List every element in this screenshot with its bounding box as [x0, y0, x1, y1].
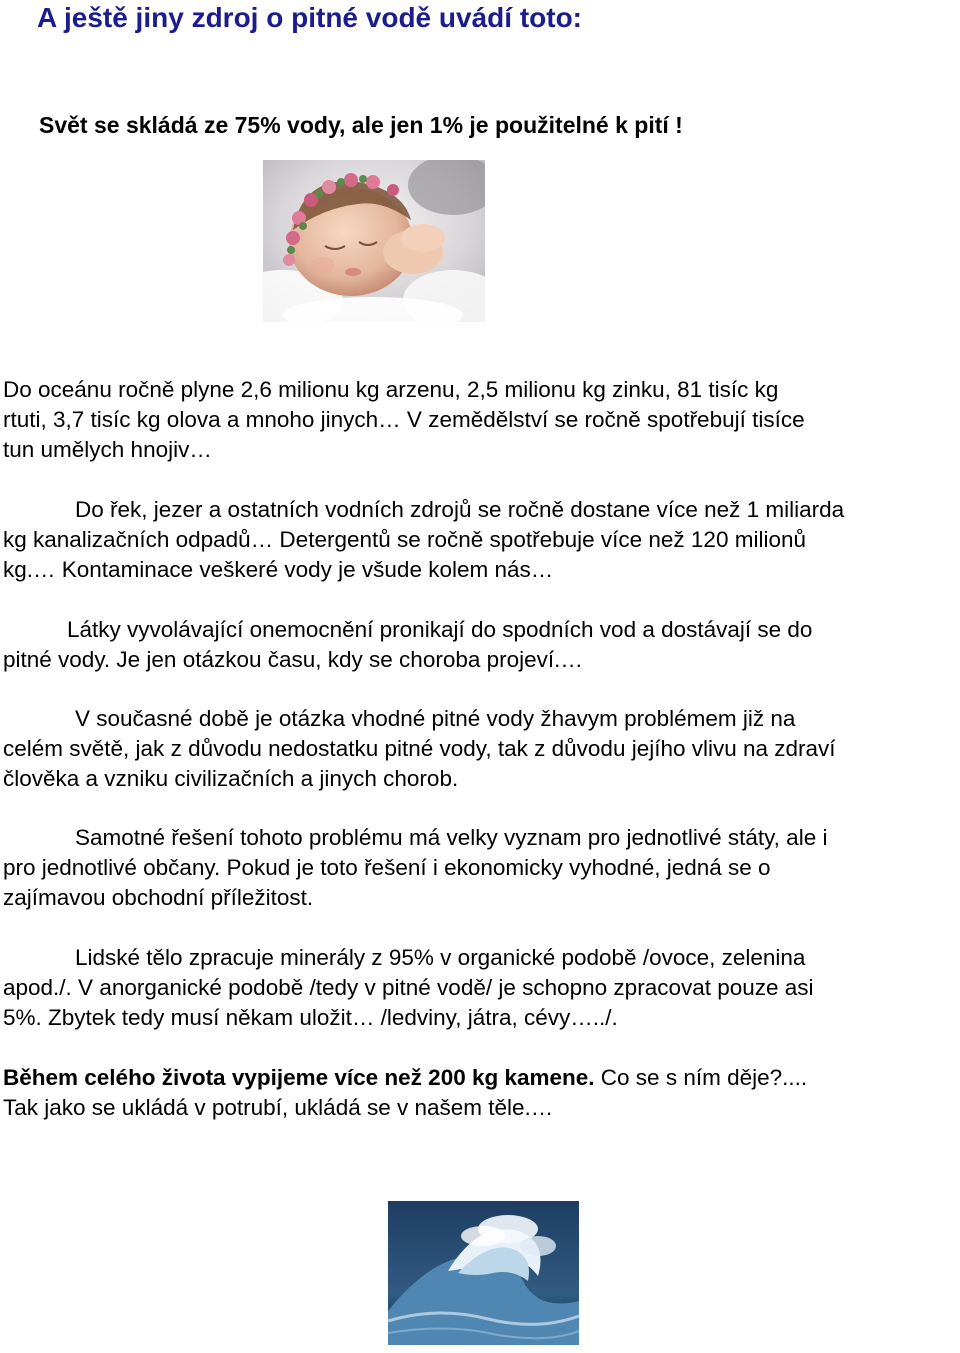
text-line: pro jednotlivé občany. Pokud je toto řešení i ekonomicky vyhodné, jedná se o: [3, 855, 771, 880]
text-line: rtuti, 3,7 tisíc kg olova a mnoho jinych… V zemědělství se ročně spotřebují tisíce: [3, 407, 805, 432]
text-line: Samotné řešení tohoto problému má velky vyznam pro jednotlivé státy, ale i: [75, 825, 828, 850]
question-text: Co se s ním děje?....: [594, 1065, 808, 1090]
text-line: kg.… Kontaminace veškeré vody je všude kolem nás…: [3, 557, 554, 582]
paragraph-1: [3, 375, 960, 465]
text-line: pitné vody. Je jen otázkou času, kdy se choroba projeví.…: [3, 647, 583, 672]
text-line: apod./. V anorganické podobě /tedy v pitné vodě/ je schopno zpracovat pouze asi: [3, 975, 814, 1000]
text-line: člověka a vzniku civilizačních a jinych chorob.: [3, 766, 459, 791]
text-line: celém světě, jak z důvodu nedostatku pitné vody, tak z důvodu jejího vlivu na zdraví: [3, 736, 836, 761]
paragraph-7: [3, 1063, 960, 1123]
bold-statement: Během celého života vypijeme více než 200 kg kamene.: [3, 1065, 595, 1090]
text-line: 5%. Zbytek tedy musí někam uložit… /ledviny, játra, cévy…../.: [3, 1005, 618, 1030]
text-line: [3, 1063, 960, 1093]
text-line: kg kanalizačních odpadů… Detergentů se ročně spotřebuje více než 120 milionů: [3, 527, 806, 552]
text-line: Lidské tělo zpracuje minerály z 95% v organické podobě /ovoce, zelenina: [75, 945, 806, 970]
text-line: Do řek, jezer a ostatních vodních zdrojů se ročně dostane více než 1 miliarda: [75, 497, 845, 522]
text-line: Látky vyvolávající onemocnění pronikají do spodních vod a dostávají se do: [67, 617, 813, 642]
text-line: Tak jako se ukládá v potrubí, ukládá se v našem těle.…: [3, 1095, 554, 1120]
paragraph-4: [3, 704, 960, 794]
text-line: tun umělych hnojiv…: [3, 437, 212, 462]
sleeping-baby-photo: [263, 160, 485, 322]
paragraph-5: [3, 823, 960, 913]
page-title: A ještě jiny zdroj o pitné vodě uvádí toto:: [37, 2, 583, 33]
ocean-wave-photo: [388, 1201, 579, 1345]
text-line: Do oceánu ročně plyne 2,6 milionu kg arzenu, 2,5 milionu kg zinku, 81 tisíc kg: [3, 377, 779, 402]
page-subtitle: Svět se skládá ze 75% vody, ale jen 1% je použitelné k pití !: [39, 112, 683, 138]
text-line: zajímavou obchodní příležitost.: [3, 885, 314, 910]
paragraph-6: [3, 943, 960, 1033]
paragraph-3: [3, 615, 960, 675]
paragraph-2: [3, 495, 960, 585]
text-line: V současné době je otázka vhodné pitné vody žhavym problémem již na: [75, 706, 796, 731]
